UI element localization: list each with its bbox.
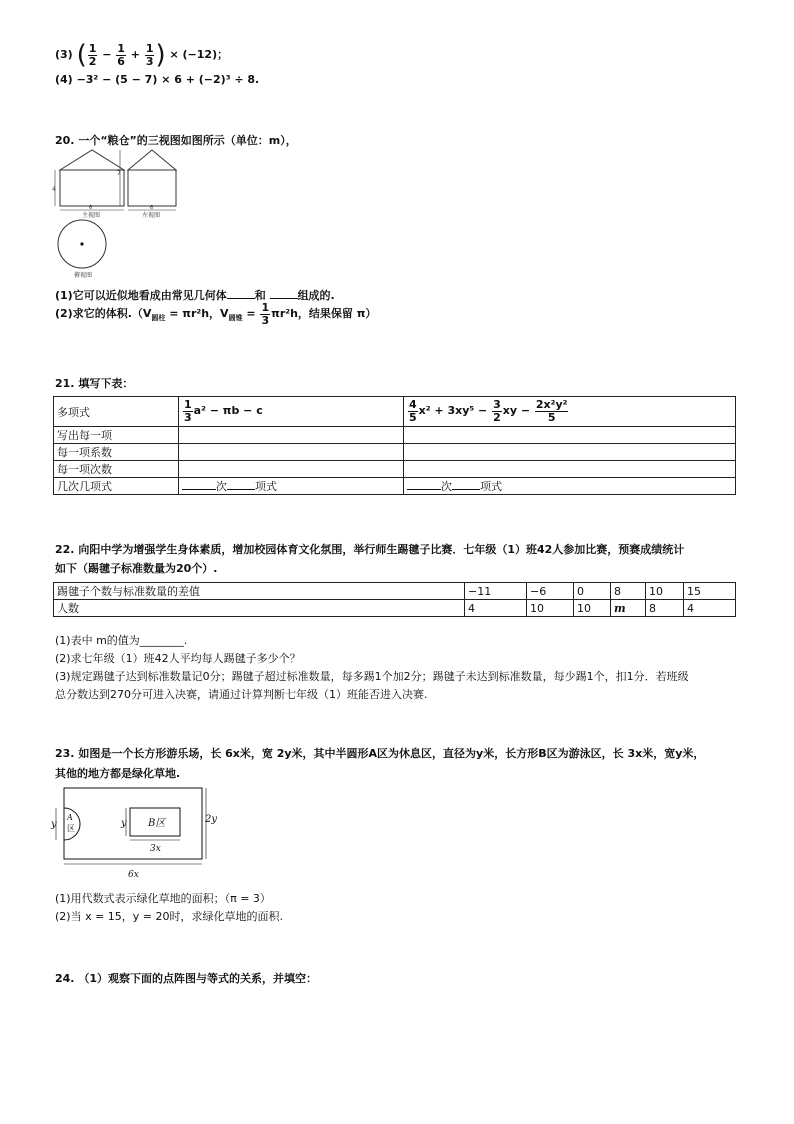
q22-part1: (1)表中 m的值为________. (55, 634, 188, 647)
q19-item4-label: (4) (55, 73, 73, 86)
q19-item4-expr: −3² − (5 − 7) × 6 + (−2)³ ÷ 8. (76, 73, 260, 86)
svg-text:区: 区 (67, 824, 75, 833)
q20-part1-c: 组成的. (297, 289, 335, 302)
svg-text:y: y (121, 818, 127, 829)
q20-part1-b: 和 (254, 289, 266, 302)
sub-cone: 圆锥 (228, 314, 243, 323)
svg-text:A: A (67, 813, 73, 822)
q22-title-1: 22. 向阳中学为增强学生身体素质，增加校园体育文化氛围，举行师生踢毽子比赛．七年级（1）班42人参加比赛，预赛成绩统计 (55, 543, 685, 556)
q20-part2-a: (2)求它的体积.（V (55, 307, 152, 321)
q21-table (53, 396, 736, 495)
cell[interactable]: 次 项式 (179, 478, 404, 495)
table-cell: 踢毽子个数与标准数量的差值 (54, 583, 465, 600)
dim-4: 4 (52, 186, 56, 193)
poly-1: $\frac{1}{3}$ a² − πb − c (179, 397, 404, 427)
svg-text:6: 6 (150, 205, 154, 211)
q20-part2-b: = πr²h，V (165, 307, 229, 321)
row-label: 几次几项式 (54, 478, 179, 495)
blank[interactable] (227, 298, 255, 299)
cell[interactable] (179, 444, 404, 461)
frac-1-3: $\frac{1}{3}$ (145, 41, 154, 68)
q23-part1: (1)用代数式表示绿化草地的面积；（π = 3） (55, 892, 271, 905)
row-label: 每一项次数 (54, 461, 179, 478)
q19-item4 (55, 73, 259, 86)
side-view-label: 左视图 (142, 212, 161, 219)
table-cell: 8 (646, 600, 684, 617)
q22-part3-1: (3)规定踢毽子达到标准数量记0分；踢毽子超过标准数量，每多踢1个加2分；踢毽子未达到标准数量，每少踢1个，扣1分．若班级 (55, 670, 689, 683)
q20-part2-c: = (242, 307, 260, 321)
cell[interactable] (404, 444, 736, 461)
poly-2: $\frac{4}{5}$ x² + 3xy⁵ − $\frac{3}{2}$ xy − $\frac{\text{2x²y²}}{5}$ (404, 397, 736, 427)
table-cell: 10 (527, 600, 574, 617)
q20-part2 (55, 302, 376, 332)
q24-title: 24. （1）观察下面的点阵图与等式的关系，并填空： (55, 972, 317, 985)
playground-figure (50, 784, 222, 880)
frac-1-3-b: $\frac{1}{3}$ (261, 301, 270, 327)
q21-title: 21. 填写下表： (55, 377, 134, 390)
svg-text:3x: 3x (150, 844, 161, 854)
row-label: 每一项系数 (54, 444, 179, 461)
dim-7: 7 (117, 170, 121, 177)
cell[interactable] (179, 427, 404, 444)
frac-1-6: $\frac{1}{6}$ (117, 41, 125, 68)
table-cell: m (611, 600, 646, 617)
q19-item3: (3) ( $\frac{1}{2}$ − $\frac{1}{6}$ + $\frac{1}{3}$ ) × (−12)； (55, 40, 229, 70)
q22-title-2: 如下（踢毽子标准数量为20个）. (55, 562, 218, 575)
table-cell: 15 (684, 583, 736, 600)
q23-title-1: 23. 如图是一个长方形游乐场，长 6x米，宽 2y米，其中半圆形A区为休息区，直径为y米，长方形B区为游泳区，长 3x米，宽y米， (55, 747, 705, 760)
table-cell: 10 (646, 583, 684, 600)
svg-text:2y: 2y (205, 814, 218, 825)
cell[interactable] (404, 427, 736, 444)
table-cell: 人数 (54, 600, 465, 617)
q19-item3-tail: × (−12)； (169, 48, 229, 61)
q20-part1 (55, 287, 335, 303)
svg-text:6: 6 (89, 205, 93, 211)
svg-text:6x: 6x (128, 870, 139, 880)
table-cell: 4 (684, 600, 736, 617)
front-view-label: 主视图 (82, 212, 101, 219)
table-cell: 8 (611, 583, 646, 600)
q22-part3-2: 总分数达到270分可进入决赛，请通过计算判断七年级（1）班能否进入决赛. (55, 688, 428, 701)
table-cell: 0 (574, 583, 611, 600)
frac-1-2: $\frac{1}{2}$ (88, 41, 97, 68)
q23-title-2: 其他的地方都是绿化草地. (55, 767, 181, 780)
q23-part2: (2)当 x = 15，y = 20时，求绿化草地的面积. (55, 910, 284, 923)
q20-part2-d: πr²h，结果保留 π） (271, 307, 377, 321)
sub-cylinder: 圆柱 (151, 314, 166, 323)
blank[interactable] (270, 298, 298, 299)
q22-part2: (2)求七年级（1）班42人平均每人踢毽子多少个？ (55, 652, 301, 665)
table-cell: 10 (574, 600, 611, 617)
paren-close: ) (155, 40, 166, 70)
svg-text:B区: B区 (148, 818, 166, 829)
granary-three-views-figure (52, 148, 187, 280)
svg-text:y: y (51, 819, 57, 830)
cell[interactable] (179, 461, 404, 478)
q22-table (53, 582, 736, 617)
row-label: 多项式 (54, 397, 179, 427)
paren-open: ( (76, 40, 87, 70)
q20-part1-a: (1)它可以近似地看成由常见几何体 (55, 289, 227, 302)
cell[interactable]: 次 项式 (404, 478, 736, 495)
table-cell: 4 (465, 600, 527, 617)
table-cell: −6 (527, 583, 574, 600)
row-label: 写出每一项 (54, 427, 179, 444)
q19-item3-label: (3) (55, 48, 73, 61)
top-view-label: 俯视图 (74, 272, 93, 279)
cell[interactable] (404, 461, 736, 478)
q20-title: 20. 一个“粮仓”的三视图如图所示（单位：m）， (55, 134, 297, 147)
table-cell: −11 (465, 583, 527, 600)
